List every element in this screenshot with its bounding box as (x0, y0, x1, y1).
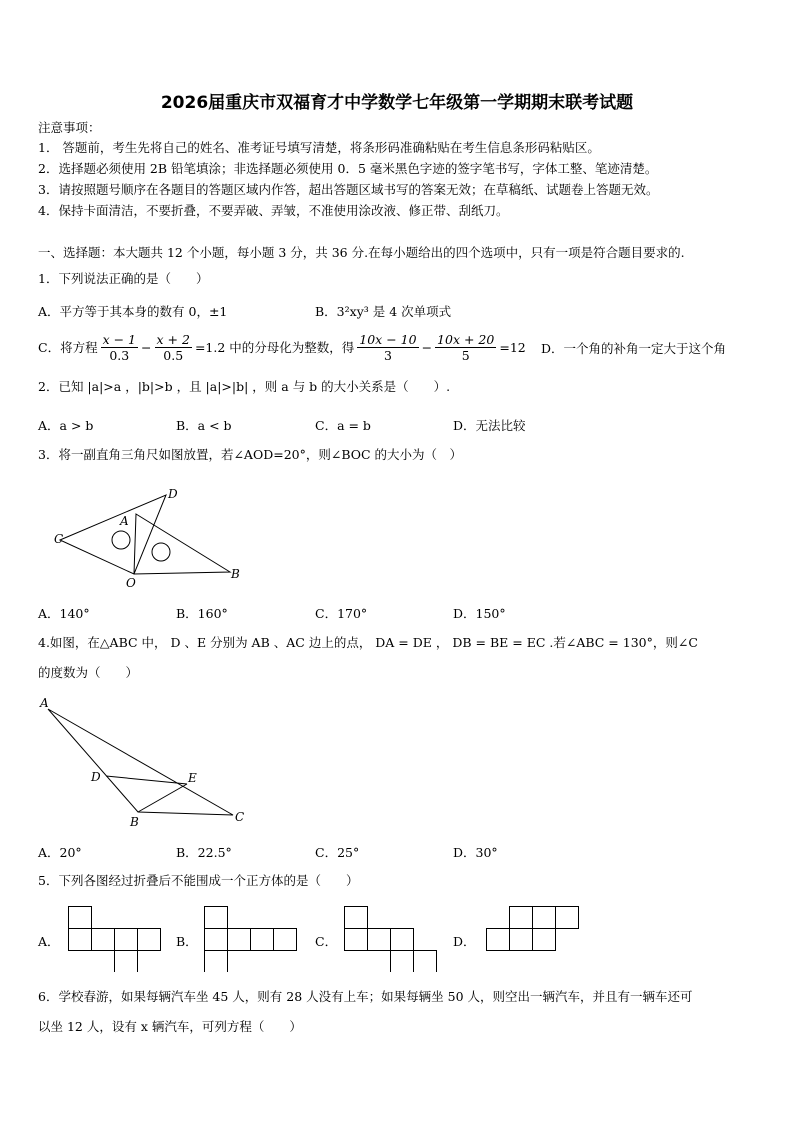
q1-c-mid: =1.2 中的分母化为整数，得 (194, 340, 355, 355)
q1-c-frac4-num: 10x + 20 (437, 331, 495, 347)
q3-label-d: D (168, 487, 178, 501)
q3-hole-right (152, 543, 170, 561)
q1-c-frac2-den: 0.5 (155, 347, 192, 363)
q3-option-a: A．140° (38, 606, 90, 621)
q2-option-a: A．a > b (38, 418, 94, 433)
q4-triangle-figure (36, 694, 252, 830)
q5-net-b (202, 904, 298, 972)
q2-option-d: D．无法比较 (453, 418, 526, 433)
q1-stem: 1．下列说法正确的是（ ） (38, 271, 209, 286)
q5-option-a: A． (38, 934, 60, 949)
q3-label-o: O (126, 576, 136, 590)
q1-option-a: A．平方等于其本身的数有 0，±1 (38, 304, 228, 319)
q5-option-b: B． (176, 934, 198, 949)
notice-item-1: 1． 答题前，考生先将自己的姓名、准考证号填写清楚，将条形码准确粘贴在考生信息条形码粘贴区。 (38, 140, 600, 155)
q4-label-b: B (130, 815, 139, 829)
q3-stem: 3．将一副直角三角尺如图放置，若∠AOD=20°，则∠BOC 的大小为（ ） (38, 447, 463, 462)
q1-option-c (38, 328, 526, 366)
q4-option-d: D．30° (453, 845, 498, 860)
q1-c-frac1-num: x − 1 (102, 331, 137, 347)
q4-stem-line1: 4.如图，在△ABC 中， D 、E 分别为 AB 、AC 边上的点， DA = DE ， DB = BE = EC .若∠ABC = 130°，则∠C (38, 635, 698, 650)
q3-label-c: C (54, 532, 64, 546)
notice-item-4: 4．保持卡面清洁，不要折叠，不要弄破、弄皱，不准使用涂改液、修正带、刮纸刀。 (38, 203, 509, 218)
page-title: 2026届重庆市双福育才中学数学七年级第一学期期末联考试题 (160, 93, 634, 113)
q1-c-minus-1: − (141, 339, 152, 355)
q4-stem-line2: 的度数为（ ） (38, 665, 139, 680)
q5-stem: 5．下列各图经过折叠后不能围成一个正方体的是（ ） (38, 873, 359, 888)
q1-option-d: D．一个角的补角一定大于这个角 (541, 341, 727, 356)
q2-option-b: B．a < b (176, 418, 232, 433)
q4-segment-de (106, 776, 187, 784)
q5-option-d: D． (453, 934, 476, 949)
q4-label-c: C (235, 810, 245, 824)
q1-c-frac3-num: 10x − 10 (359, 331, 417, 347)
q5-net-c (342, 904, 442, 972)
q3-label-b: B (231, 567, 240, 581)
q6-stem-line1: 6．学校春游，如果每辆汽车坐 45 人，则有 28 人没有上车；如果每辆坐 50 人，则空出一辆汽车，并且有一辆车还可 (38, 989, 693, 1004)
q5-net-a (66, 904, 166, 972)
q1-c-fraction-4 (435, 332, 496, 363)
q3-label-a: A (120, 514, 129, 528)
q4-triangle-abc (48, 709, 233, 815)
q4-option-b: B．22.5° (176, 845, 232, 860)
q3-triangle-aob (134, 514, 230, 574)
q3-triangle-cod (60, 495, 166, 574)
q1-c-end: =12 (499, 339, 526, 355)
q3-option-d: D．150° (453, 606, 506, 621)
q3-hole-left (112, 531, 130, 549)
q1-c-frac3-den: 3 (357, 347, 418, 363)
q4-option-c: C．25° (315, 845, 360, 860)
q1-c-fraction-2 (155, 332, 192, 363)
q1-c-frac1-den: 0.3 (101, 347, 138, 363)
q4-option-a: A．20° (38, 845, 82, 860)
q1-c-minus-2: − (421, 339, 433, 355)
q1-c-fraction-1 (101, 332, 138, 363)
q3-option-b: B．160° (176, 606, 228, 621)
q1-c-prefix: C．将方程 (38, 340, 98, 355)
q5-option-c: C． (315, 934, 338, 949)
q4-label-a: A (40, 696, 49, 710)
notice-item-3: 3．请按照题号顺序在各题目的答题区域内作答，超出答题区域书写的答案无效；在草稿纸、试题卷上答题无效。 (38, 182, 659, 197)
q4-label-d: D (91, 770, 101, 784)
q3-triangles-figure (50, 484, 250, 590)
q2-stem: 2．已知 |a|>a ，|b|>b ，且 |a|>|b| ，则 a 与 b 的大小关系是（ ）. (38, 379, 451, 394)
notice-item-2: 2．选择题必须使用 2B 铅笔填涂；非选择题必须使用 0．5 毫米黑色字迹的签字笔书写，字体工整、笔迹清楚。 (38, 161, 658, 176)
q1-c-fraction-3 (357, 332, 418, 363)
q4-label-e: E (188, 771, 197, 785)
notice-heading: 注意事项： (38, 120, 101, 135)
q2-option-c: C．a = b (315, 418, 371, 433)
q6-stem-line2: 以坐 12 人，设有 x 辆汽车，可列方程（ ） (38, 1019, 302, 1034)
q3-option-c: C．170° (315, 606, 368, 621)
q5-net-d (484, 904, 584, 954)
q1-c-frac2-num: x + 2 (156, 331, 190, 347)
q4-segment-be (138, 784, 187, 812)
section-heading: 一、选择题：本大题共 12 个小题，每小题 3 分，共 36 分.在每小题给出的四个选项中，只有一项是符合题目要求的. (38, 245, 685, 260)
q1-c-frac4-den: 5 (435, 347, 496, 363)
q1-option-b: B．3²xy³ 是 4 次单项式 (315, 304, 452, 319)
